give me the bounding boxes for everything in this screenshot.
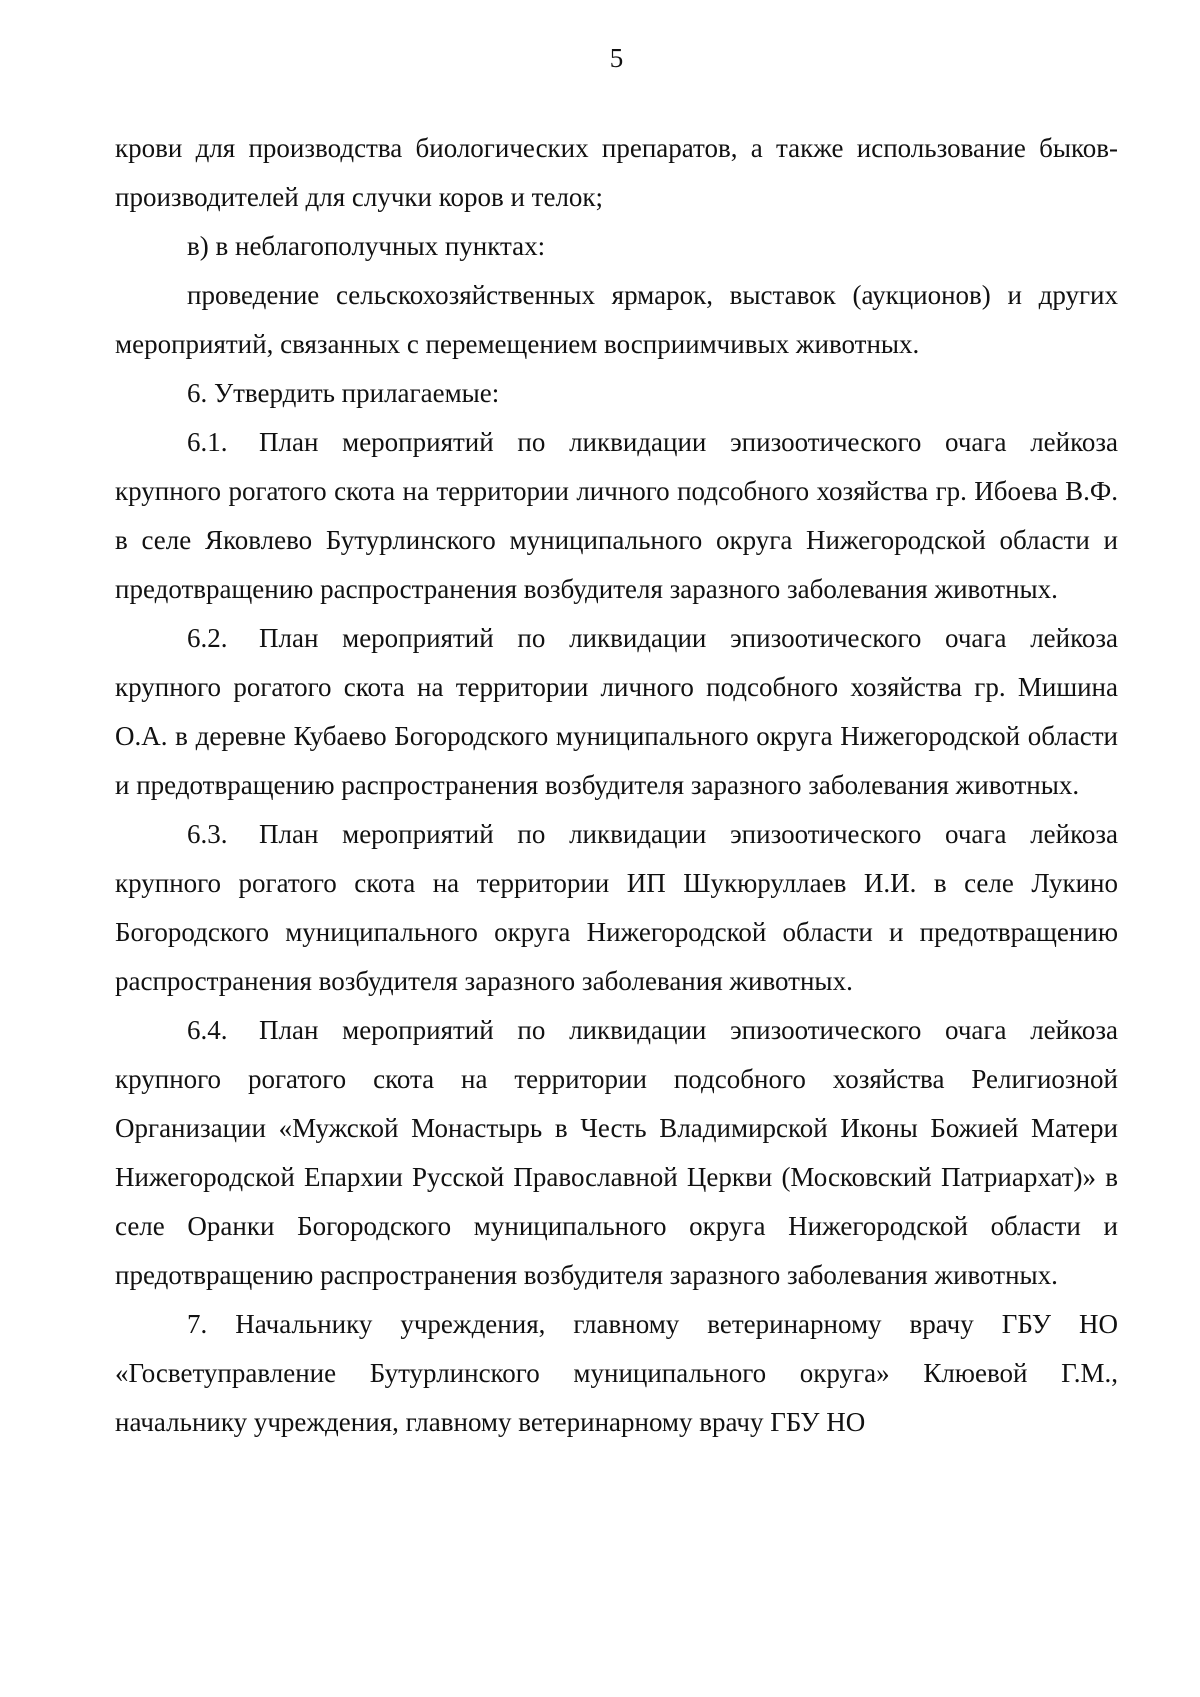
paragraph-item-v: в) в неблагополучных пунктах: bbox=[187, 231, 546, 261]
plan-number: 6.4. bbox=[187, 1015, 228, 1045]
paragraph-item-6: 6. Утвердить прилагаемые: bbox=[187, 378, 500, 408]
plan-text: План мероприятий по ликвидации эпизоотического очага лейкоза крупного рогатого скота на территории личного подсобного хозяйства гр. Мишина О.А. в деревне Кубаево Богородского муниципального округа Нижегородской области и предотвращению распространения возбудителя заразного заболевания животных. bbox=[115, 623, 1118, 800]
paragraph-events: проведение сельскохозяйственных ярмарок, выставок (аукционов) и других мероприятий, связанных с перемещением восприимчивых животных. bbox=[115, 280, 1118, 359]
plan-item-6-4 bbox=[115, 1006, 1118, 1300]
document-page bbox=[115, 40, 1118, 1447]
plan-text: План мероприятий по ликвидации эпизоотического очага лейкоза крупного рогатого скота на территории личного подсобного хозяйства гр. Ибоева В.Ф. в селе Яковлево Бутурлинского муниципального округа Нижегородской области и предотвращению распространения возбудителя заразного заболевания животных. bbox=[115, 427, 1118, 604]
plan-item-6-1 bbox=[115, 418, 1118, 614]
plan-number: 6.3. bbox=[187, 819, 228, 849]
plan-number: 6.1. bbox=[187, 427, 228, 457]
paragraph-item-7: 7. Начальнику учреждения, главному ветеринарному врачу ГБУ НО «Госветуправление Бутурлинского муниципального округа» Клюевой Г.М., начальнику учреждения, главному ветеринарному врачу ГБУ НО bbox=[115, 1309, 1118, 1437]
plan-text: План мероприятий по ликвидации эпизоотического очага лейкоза крупного рогатого скота на территории подсобного хозяйства Религиозной Организации «Мужской Монастырь в Честь Владимирской Иконы Божией Матери Нижегородской Епархии Русской Православной Церкви (Московский Патриархат)» в селе Оранки Богородского муниципального округа Нижегородской области и предотвращению распространения возбудителя заразного заболевания животных. bbox=[115, 1015, 1118, 1290]
paragraph-continuation: крови для производства биологических препаратов, а также использование быков-производителей для случки коров и телок; bbox=[115, 133, 1118, 212]
plan-text: План мероприятий по ликвидации эпизоотического очага лейкоза крупного рогатого скота на территории ИП Шукюруллаев И.И. в селе Лукино Богородского муниципального округа Нижегородской области и предотвращению распространения возбудителя заразного заболевания животных. bbox=[115, 819, 1118, 996]
plan-item-6-3 bbox=[115, 810, 1118, 1006]
plan-number: 6.2. bbox=[187, 623, 228, 653]
page-number: 5 bbox=[609, 43, 624, 73]
plan-item-6-2 bbox=[115, 614, 1118, 810]
